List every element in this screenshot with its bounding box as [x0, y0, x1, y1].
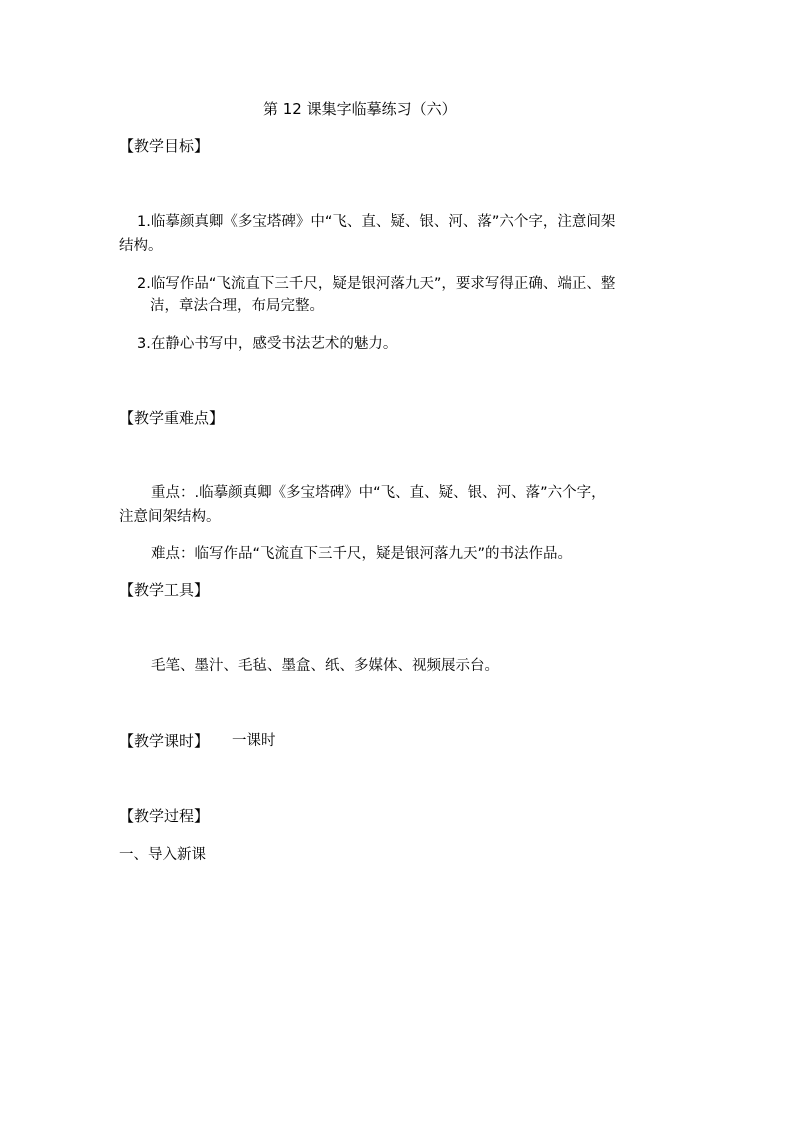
hours-content: 一课时 — [232, 733, 276, 749]
key-points-heading: 【教学重难点】 — [119, 409, 225, 427]
objective-2-line1: 2.临写作品“飞流直下三千尺，疑是银河落九天”，要求写得正确、端正、整 — [137, 276, 616, 292]
key-point-line2: 注意间架结构。 — [119, 509, 221, 525]
difficult-point-line: 难点：临写作品“飞流直下三千尺，疑是银河落九天”的书法作品。 — [151, 546, 573, 562]
objective-1-line1: 1.临摹颜真卿《多宝塔碑》中“飞、直、疑、银、河、落”六个字，注意间架 — [137, 214, 616, 230]
objectives-heading: 【教学目标】 — [119, 137, 210, 155]
objective-3-line1: 3.在静心书写中，感受书法艺术的魅力。 — [137, 336, 398, 352]
process-heading: 【教学过程】 — [119, 807, 210, 825]
tools-heading: 【教学工具】 — [119, 581, 210, 599]
tools-content: 毛笔、墨汁、毛毡、墨盒、纸、多媒体、视频展示台。 — [151, 658, 499, 674]
objective-2-line2: 洁，章法合理，布局完整。 — [150, 298, 324, 314]
process-step-1: 一、导入新课 — [119, 847, 206, 863]
hours-heading: 【教学课时】 — [119, 732, 210, 750]
objective-1-line2: 结构。 — [119, 238, 163, 254]
page-title: 第 12 课集字临摹练习（六） — [263, 100, 457, 118]
key-point-line1: 重点：.临摹颜真卿《多宝塔碑》中“飞、直、疑、银、河、落”六个字， — [151, 485, 606, 501]
